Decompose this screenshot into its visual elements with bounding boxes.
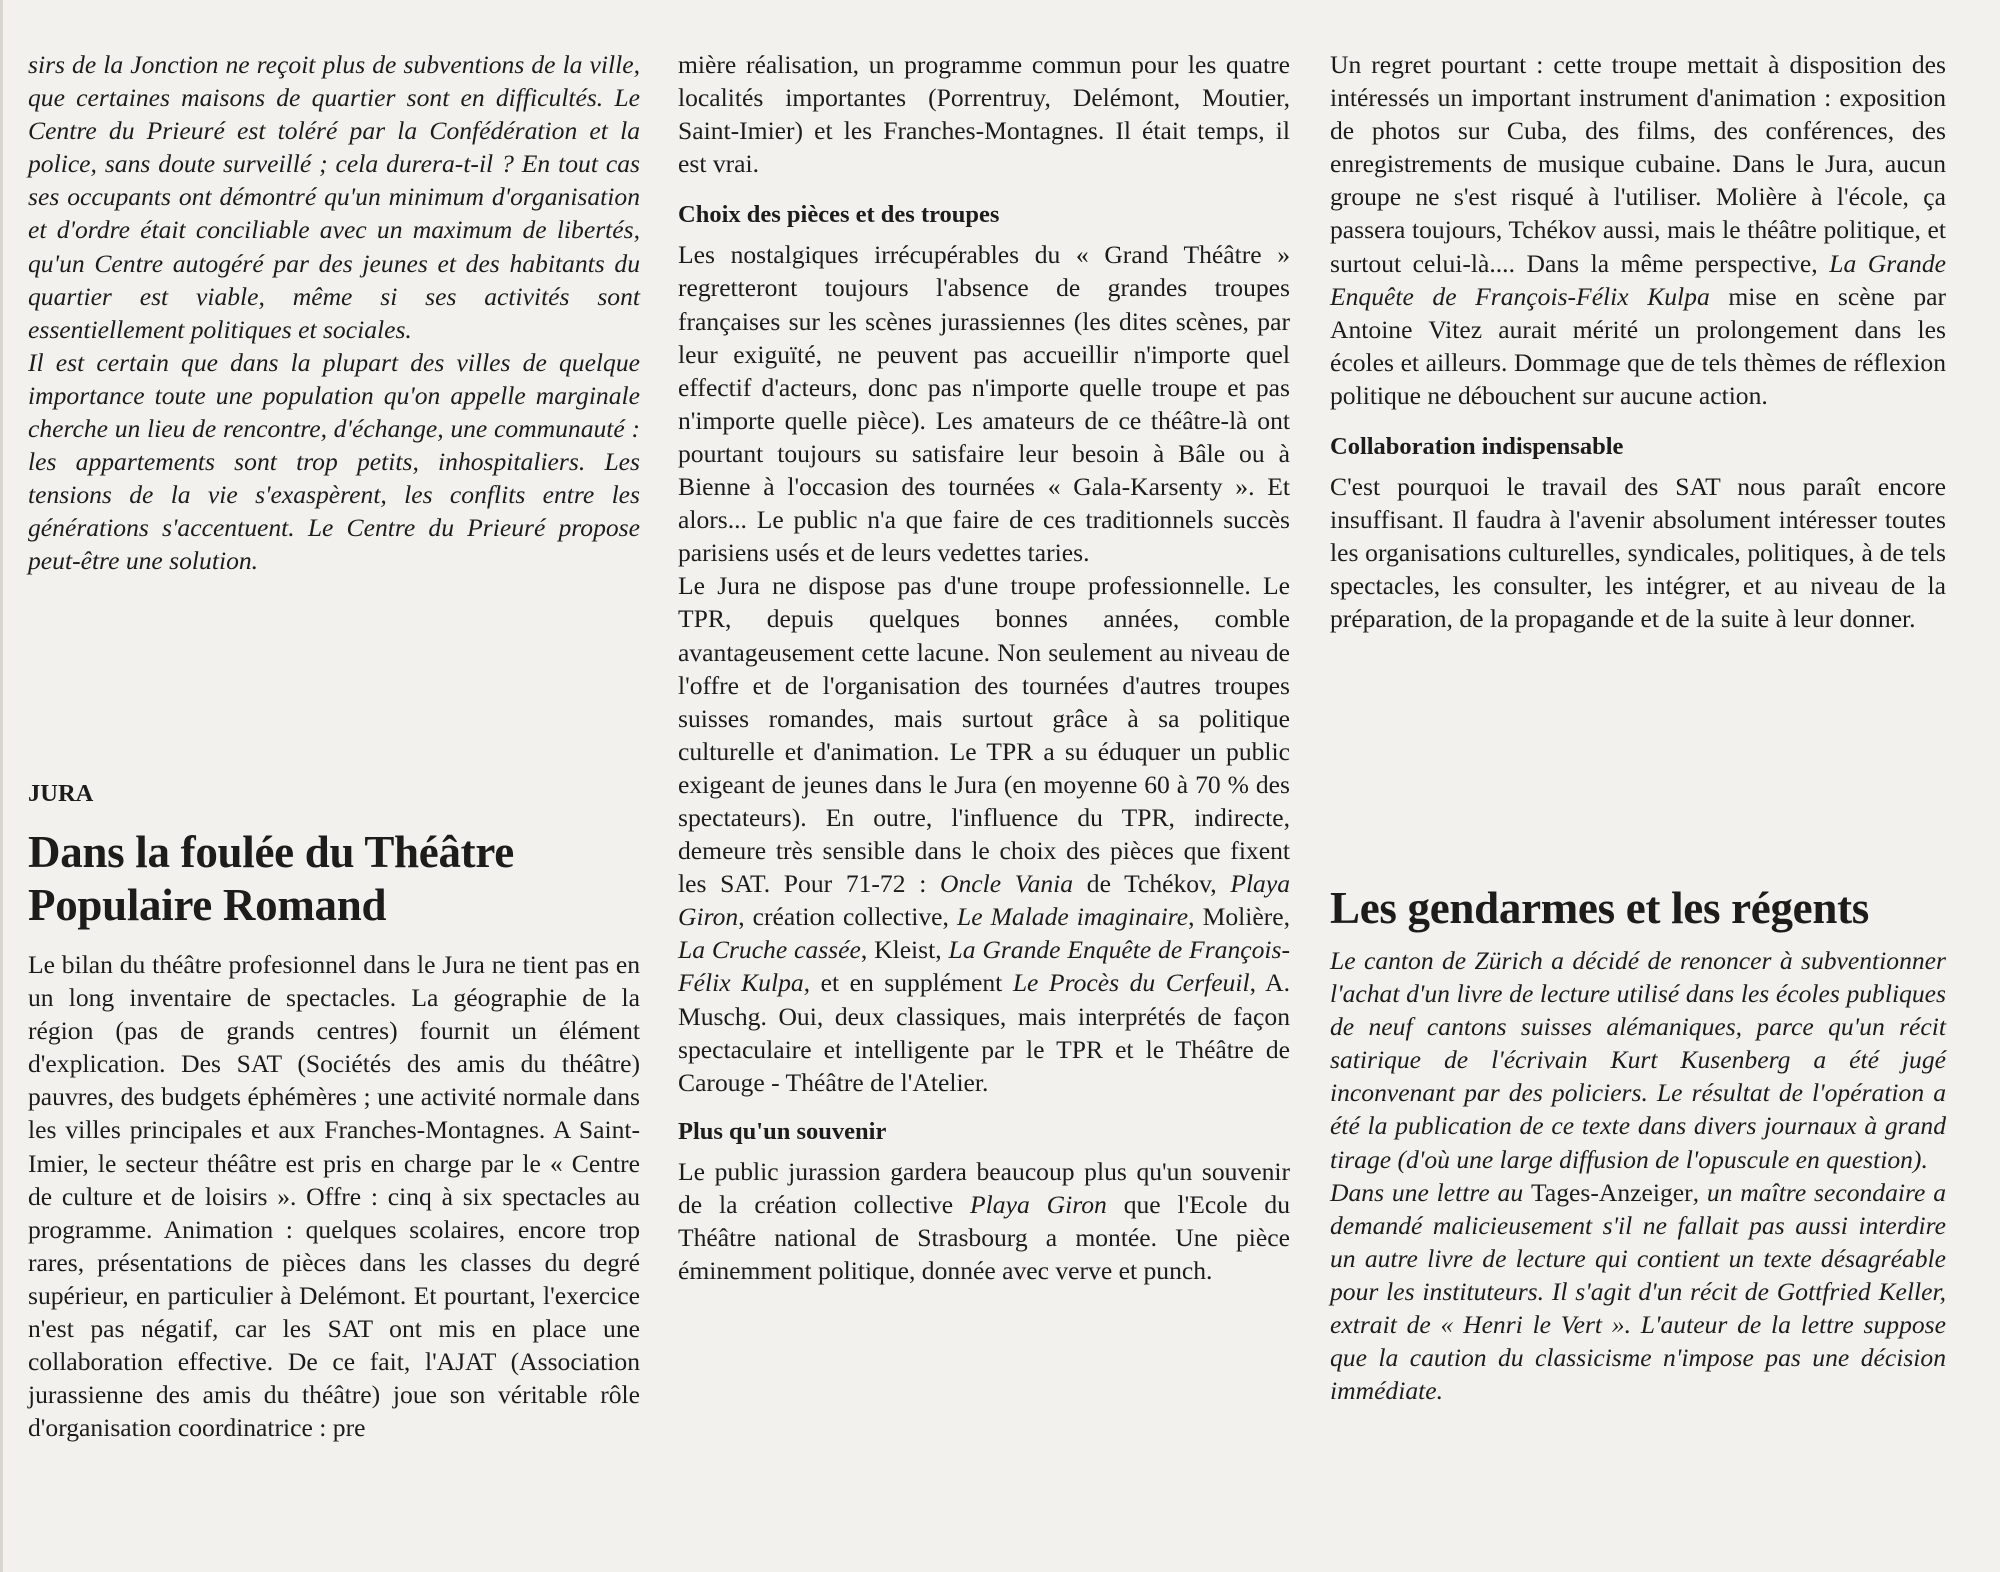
work-title: Oncle Vania — [940, 869, 1074, 899]
article-title: Les gendarmes et les régents — [1330, 883, 1869, 933]
column-1 — [28, 48, 640, 578]
article-paragraph: Dans une lettre au Tages-Anzeiger, un maître secondaire a demandé malicieusement s'il ne fallait pas aussi interdire un autre livre de lecture qui contient un texte désagréable pour les instituteurs. Il s'agit d'un récit de Gottfried Keller, extrait de « Henri le Vert ». L'auteur de la lettre suppose que la caution du classicisme n'impose pas une décision immédiate. — [1330, 1177, 1946, 1406]
article-paragraph: Les nostalgiques irrécupérables du « Grand Théâtre » regretteront toujours l'absence de grandes troupes françaises sur les scènes jurassiennes (les dites scènes, par leur exiguïté, ne peuvent pas accueillir n'importe quel effectif d'acteurs, donc pas n'importe quelle troupe et pas n'importe quelle pièce). Les amateurs de ce théâtre-là ont pourtant toujours su satisfaire leur besoin à Bâle ou à Bienne à l'occasion des tournées « Gala-Karsenty ». Et alors... Le public n'a que faire de ces traditionnels succès parisiens usés et de leurs vedettes taries. — [678, 240, 1290, 568]
column-2 — [678, 48, 1290, 1287]
section-kicker: JURA — [28, 780, 94, 807]
work-title: Le Procès du Cerfeuil — [1012, 968, 1250, 998]
subheading: Choix des pièces et des troupes — [678, 201, 1000, 229]
work-title: La Grande Enquête de François-Félix Kulpa, — [678, 935, 1290, 998]
column-3 — [1330, 48, 1946, 636]
newspaper-name: Tages-Anzeiger — [1531, 1177, 1693, 1207]
article-paragraph: Le public jurassion gardera beaucoup plus qu'un souvenir de la création collective Playa Giron que l'Ecole du Théâtre national de Strasbourg a montée. Une pièce éminemment politique, donnée avec verve et punch. — [678, 1156, 1290, 1286]
prev-article-paragraph: Il est certain que dans la plupart des villes de quelque importance toute une population qu'on appelle marginale cherche un lieu de rencontre, d'échange, une communauté : les appartements sont trop petits, inhospitaliers. Les tensions de la vie s'exaspèrent, les conflits entre les générations s'accentuent. Le Centre du Prieuré propose peut-être une solution. — [28, 347, 640, 576]
work-title: Playa Giron — [970, 1189, 1107, 1219]
work-title: La Grande Enquête de François-Félix Kulpa — [1330, 248, 1946, 311]
article-paragraph: Le canton de Zürich a décidé de renoncer à subventionner l'achat d'un livre de lecture utilisé dans les écoles publiques de neuf cantons suisses alémaniques, parce qu'un récit satirique de l'écrivain Kurt Kusenberg a été jugé inconvenant par des policiers. Le résultat de l'opération a été la publication de ce texte dans divers journaux à grand tirage (d'où une large diffusion de l'opuscule en question). — [1330, 946, 1946, 1174]
article-paragraph: Le Jura ne dispose pas d'une troupe professionnelle. Le TPR, depuis quelques bonnes années, comble avantageusement cette lacune. Non seulement au niveau de l'offre et de l'organisation des tournées d'autres troupes suisses romandes, mais surtout grâce à sa politique culturelle et d'animation. Le TPR a su éduquer un public exigeant de jeunes dans le Jura (en moyenne 60 à 70 % des spectateurs). En outre, l'influence du TPR, indirecte, demeure très sensible dans le choix des pièces que fixent les SAT. Pour 71-72 : Oncle Vania de Tchékov, Playa Giron, création collective, Le Malade imaginaire, Molière, La Cruche cassée, Kleist, La Grande Enquête de François-Félix Kulpa, et en supplément Le Procès du Cerfeuil, A. Muschg. Oui, deux classiques, mais interprétés de façon spectaculaire et intelligente par le TPR et le Théâtre de Carouge - Théâtre de l'Atelier. — [678, 571, 1291, 1097]
article-intro: Le bilan du théâtre profesionnel dans le Jura ne tient pas en un long inventaire de spectacles. La géographie de la région (pas de grands centres) fournit un élément d'explication. Des SAT (Sociétés des amis du théâtre) pauvres, des budgets éphémères ; une activité normale dans les villes principales et aux Franches-Montagnes. A Saint-Imier, le secteur théâtre est pris en charge par le « Centre de culture et de loisirs ». Offre : cinq à six spectacles au programme. Animation : quelques scolaires, encore trop rares, présentations de pièces dans les classes du degré supérieur, en particulier à Delémont. Et pourtant, l'exercice n'est pas négatif, car les SAT ont mis en place une collaboration effective. De ce fait, l'AJAT (Association jurassienne des amis du théâtre) joue son véritable rôle d'organisation coordinatrice : pre — [28, 950, 640, 1443]
article-paragraph: Un regret pourtant : cette troupe mettait à disposition des intéressés un important instrument d'animation : exposition de photos sur Cuba, des films, des conférences, des enregistrements de musique cubaine. Dans le Jura, aucun groupe ne s'est risqué à l'utiliser. Molière à l'école, ça passera toujours, Tchékov aussi, mais le théâtre politique, et surtout celui-là.... Dans la même perspective, La Grande Enquête de François-Félix Kulpa mise en scène par Antoine Vitez aurait mérité un prolongement dans les écoles et ailleurs. Dommage que de tels thèmes de réflexion politique ne débouchent sur aucune action. — [1330, 50, 1946, 410]
prev-article-paragraph: sirs de la Jonction ne reçoit plus de subventions de la ville, que certaines maisons de quartier sont en difficultés. Le Centre du Prieuré est toléré par la Confédération et la police, sans doute surveillé ; cela durera-t-il ? En tout cas ses occupants ont démontré qu'un minimum d'organisation et d'ordre était conciliable avec un maximum de libertés, qu'un Centre autogéré par des jeunes et des habitants du quartier est viable, même si ses activités sont essentiellement politiques et sociales. — [28, 50, 640, 344]
work-title: La Cruche cassée — [678, 935, 861, 965]
column-1-article — [28, 948, 640, 1444]
subheading: Collaboration indispensable — [1330, 433, 1624, 461]
article-paragraph: mière réalisation, un programme commun pour les quatre localités importantes (Porrentruy, Delémont, Moutier, Saint-Imier) et les Franches-Montagnes. Il était temps, il est vrai. — [678, 50, 1290, 179]
work-title: Le Malade imaginaire — [956, 902, 1189, 932]
work-title: Playa Giron — [678, 869, 1291, 932]
article-paragraph: C'est pourquoi le travail des SAT nous paraît encore insuffisant. Il faudra à l'avenir absolument intéresser toutes les organisations culturelles, syndicales, politiques, à de tels spectacles, les consulter, les intégrer, et au niveau de la préparation, de la propagande et de la suite à leur donner. — [1330, 472, 1946, 634]
scan-edge — [0, 0, 3, 1572]
subheading: Plus qu'un souvenir — [678, 1117, 887, 1145]
article-title: Dans la foulée du Théâtre Populaire Romand — [28, 827, 514, 930]
column-3-article — [1330, 944, 1946, 1407]
